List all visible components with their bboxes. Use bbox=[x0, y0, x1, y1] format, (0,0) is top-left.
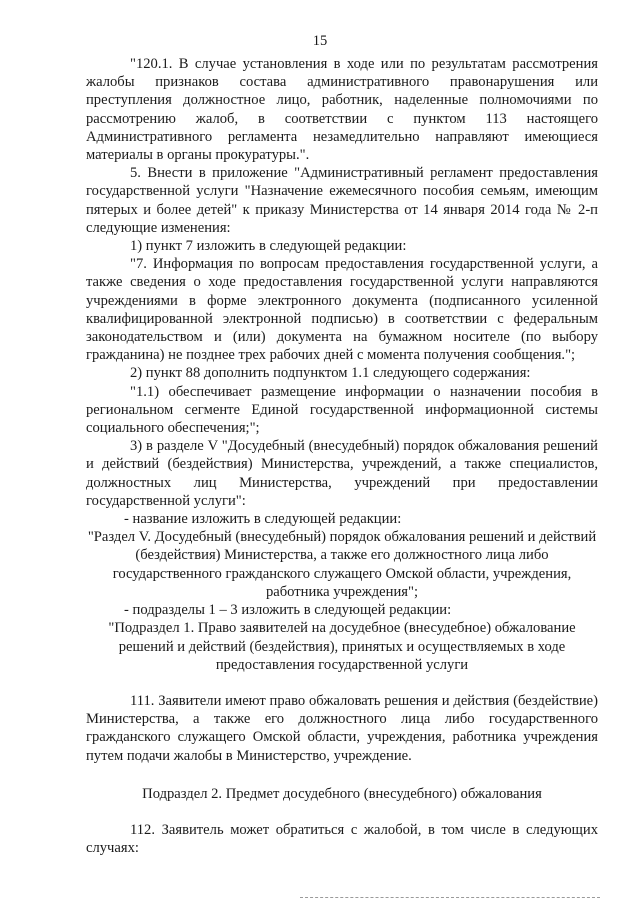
paragraph-item-5: 5. Внести в приложение "Административный регламент предоставления государственной услуги "Назначение ежемесячного пособия семьям, имеющим пятерых и более детей" к приказу Министерства от 14 января 2014 года № 2-п следующие изменения: bbox=[86, 165, 598, 236]
paragraph-subpoint-1-1: "1.1) обеспечивает размещение информации о назначении пособия в региональном сегменте Единой государственной информационной системы социального обеспечения;"; bbox=[86, 383, 598, 437]
paragraph-112: 112. Заявитель может обратиться с жалобой, в том числе в следующих случаях: bbox=[86, 821, 598, 857]
scan-edge-line bbox=[300, 897, 600, 899]
paragraph-120-1: "120.1. В случае установления в ходе или по результатам рассмотрения жалобы признаков состава административного правонарушения или преступления должностное лицо, работник, наделенные полномочиями по рассмотрению жалоб, в соответствии с пунктом 113 настоящего Административного регламента незамедлительно направляют имеющиеся материалы в органы прокуратуры.". bbox=[86, 56, 598, 164]
paragraph-point-7: "7. Информация по вопросам предоставления государственной услуги, а также сведения о ходе предоставления государственной услуги направляются учреждениями в форме электронного документа (подписанного усиленной квалифицированной электронной подписью) в соответствии с федеральным законодательством и (или) документа на бумажном носителе (по выбору гражданина) не позднее трех рабочих дней с момента получения сообщения."; bbox=[86, 256, 598, 364]
paragraph-subitem-1: 1) пункт 7 изложить в следующей редакции: bbox=[130, 238, 407, 255]
paragraph-subitem-2: 2) пункт 88 дополнить подпунктом 1.1 следующего содержания: bbox=[130, 365, 531, 382]
subsection-1-title: "Подраздел 1. Право заявителей на досудебное (внесудебное) обжалование решений и действий (бездействия), принятых и осуществляемых в ходе предоставления государственной услуги bbox=[108, 620, 576, 673]
section-v-title: "Раздел V. Досудебный (внесудебный) порядок обжалования решений и действий (бездействия) Министерства, а также его должностного лица либо государственного гражданского служащего Омской области, учреждения, работника учреждения"; bbox=[87, 529, 597, 600]
paragraph-subitem-3: 3) в разделе V "Досудебный (внесудебный) порядок обжалования решений и действий (бездействия) Министерства, учреждений, а также специалистов, должностных лиц Министерства, учреждений при предоставлении государственной услуги": bbox=[86, 438, 598, 509]
document-body bbox=[86, 55, 598, 857]
paragraph-111: 111. Заявители имеют право обжаловать решения и действия (бездействие) Министерства, а также его должностного лица либо государственного гражданского служащего Омской области, учреждения, работника учреждения путем подачи жалобы в Министерство, учреждение. bbox=[86, 692, 598, 764]
spacer bbox=[86, 674, 598, 692]
subsection-2-title: Подраздел 2. Предмет досудебного (внесудебного) обжалования bbox=[142, 785, 542, 802]
dash-item-title-change: - название изложить в следующей редакции: bbox=[124, 511, 402, 528]
dash-item-subsections: - подразделы 1 – 3 изложить в следующей редакции: bbox=[124, 602, 452, 619]
page-number: 15 bbox=[312, 33, 328, 49]
spacer bbox=[86, 765, 598, 785]
spacer bbox=[86, 803, 598, 821]
